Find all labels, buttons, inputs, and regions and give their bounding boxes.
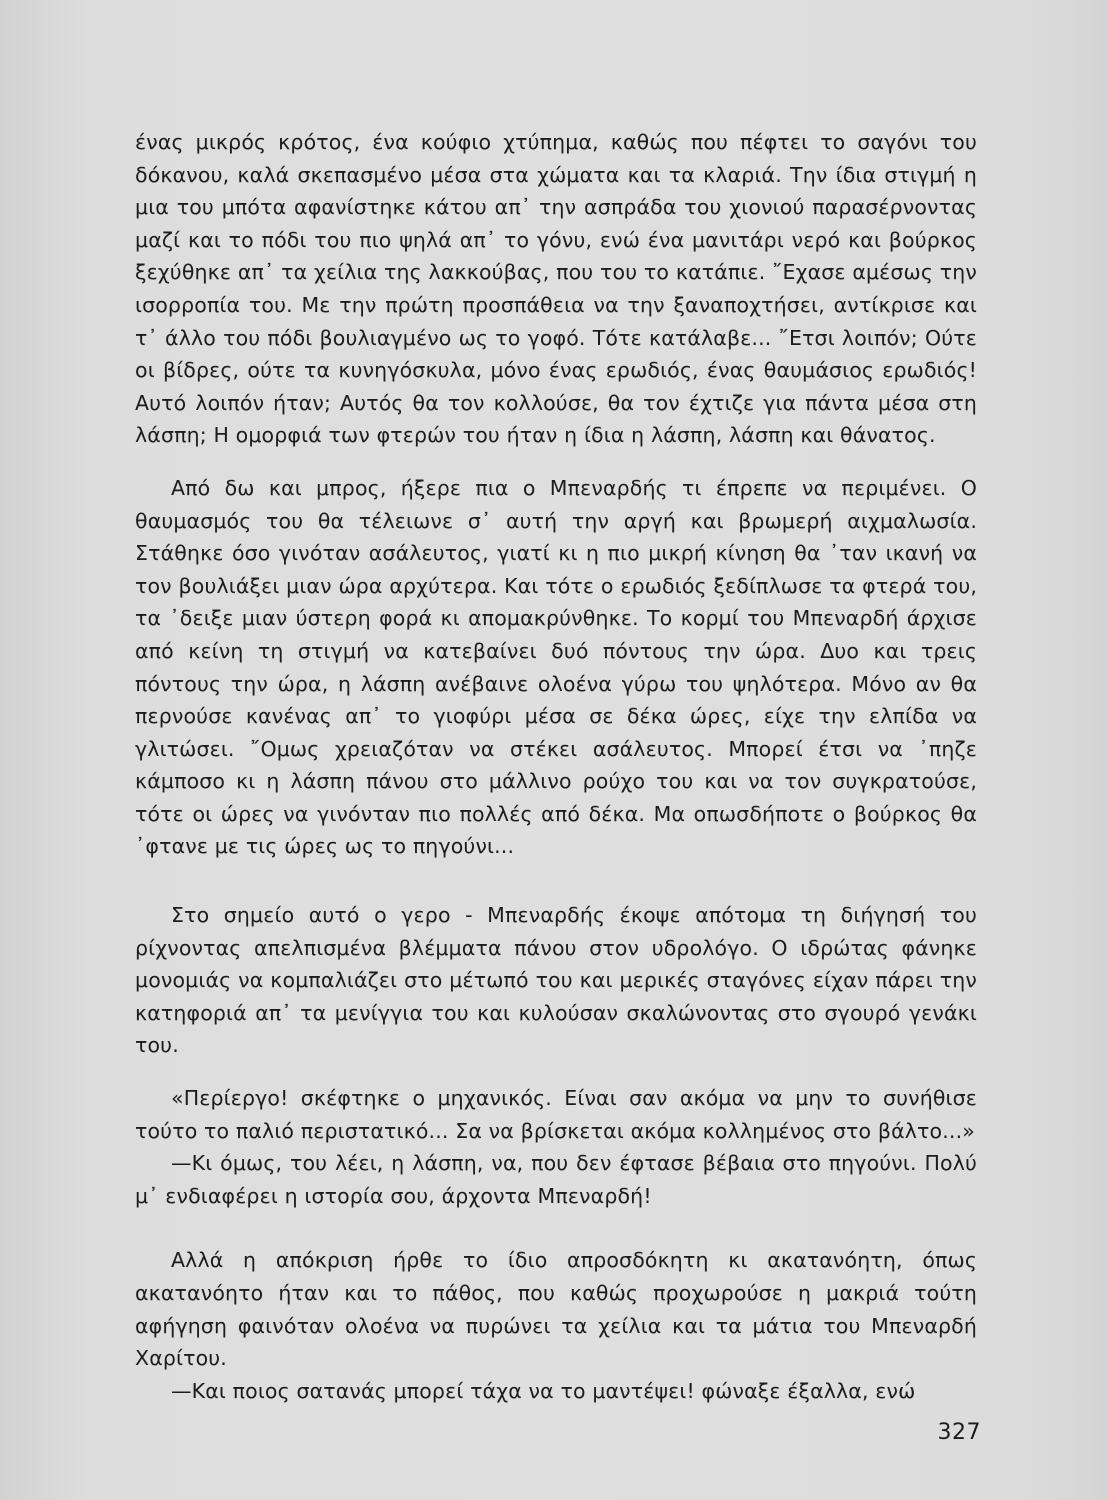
paragraph-7: —Και ποιος σατανάς μπορεί τάχα να το μαντέψει! φώναξε έξαλλα, ενώ (171, 1378, 916, 1403)
paragraph-6: Αλλά η απόκριση ήρθε το ίδιο απροσδόκητη κι ακατανόητη, όπως ακατανόητο ήταν και το πάθος, που καθώς προχωρούσε η μακριά τούτη αφήγηση φαινόταν ολοένα να πυρώνει τα χείλια και τα μάτια του Μπεναρδή Χαρίτου. (135, 1248, 977, 1371)
body-text (135, 126, 977, 1407)
paragraph-1: ένας μικρός κρότος, ένα κούφιο χτύπημα, καθώς που πέφτει το σαγόνι του δόκανου, καλά σκεπασμένο μέσα στα χώματα και τα κλαριά. Την ίδια στιγμή η μια του μπότα αφανίστηκε κάτου απ᾽ την ασπράδα του χιονιού παρασέρνοντας μαζί και το πόδι του πιο ψηλά απ᾽ το γόνυ, ενώ ένα μανιτάρι νερό και βούρκος ξεχύθηκε απ᾽ τα χείλια της λακκούβας, που του το κατάπιε. ῎Εχασε αμέσως την ισορροπία του. Με την πρώτη προσπάθεια να την ξαναποχτήσει, αντίκρισε και τ᾽ άλλο του πόδι βουλιαγμένο ως το γοφό. Τότε κατάλαβε... ῎Ετσι λοιπόν; Ούτε οι βίδρες, ούτε τα κυνηγόσκυλα, μόνο ένας ερωδιός, ένας θαυμάσιος ερωδιός! Αυτό λοιπόν ήταν; Αυτός θα τον κολλούσε, θα τον έχτιζε για πάντα μέσα στη λάσπη; Η ομορφιά των φτερών του ήταν η ίδια η λάσπη, λάσπη και θάνατος. (135, 130, 977, 448)
paragraph-4: «Περίεργο! σκέφτηκε ο μηχανικός. Είναι σαν ακόμα να μην το συνήθισε τούτο το παλιό περιστατικό... Σα να βρίσκεται ακόμα κολλημένος στο βάλτο...» (135, 1086, 977, 1143)
page-number: 327 (937, 1420, 981, 1445)
paragraph-3: Στο σημείο αυτό ο γερο - Μπεναρδής έκοψε απότομα τη διήγησή του ρίχνοντας απελπισμένα βλέμματα πάνου στον υδρολόγο. Ο ιδρώτας φάνηκε μονομιάς να κομπαλιάζει στο μέτωπό του και μερικές σταγόνες είχαν πάρει την κατηφοριά απ᾽ τα μενίγγια του και κυλούσαν σκαλώνοντας στο σγουρό γενάκι του. (135, 903, 977, 1058)
paragraph-5: —Κι όμως, του λέει, η λάσπη, να, που δεν έφτασε βέβαια στο πηγούνι. Πολύ μ᾽ ενδιαφέρει η ιστορία σου, άρχοντα Μπεναρδή! (135, 1151, 977, 1208)
paragraph-2: Από δω και μπρος, ήξερε πια ο Μπεναρδής τι έπρεπε να περιμένει. Ο θαυμασμός του θα τέλειωνε σ᾽ αυτή την αργή και βρωμερή αιχμαλωσία. Στάθηκε όσο γινόταν ασάλευτος, γιατί κι η πιο μικρή κίνηση θα ᾽ταν ικανή να τον βουλιάξει μιαν ώρα αρχύτερα. Και τότε ο ερωδιός ξεδίπλωσε τα φτερά του, τα ᾽δειξε μιαν ύστερη φορά κι απομακρύνθηκε. Το κορμί του Μπεναρδή άρχισε από κείνη τη στιγμή να κατεβαίνει δυό πόντους την ώρα. Δυο και τρεις πόντους την ώρα, η λάσπη ανέβαινε ολοένα γύρω του ψηλότερα. Μόνο αν θα περνούσε κανένας απ᾽ το γιοφύρι μέσα σε δέκα ώρες, είχε την ελπίδα να γλιτώσει. ῎Ομως χρειαζόταν να στέκει ασάλευτος. Μπορεί έτσι να ᾽πηζε κάμποσο κι η λάσπη πάνου στο μάλλινο ρούχο του και να τον συγκρατούσε, τότε οι ώρες να γινόνταν πιο πολλές από δέκα. Μα οπωσδήποτε ο βούρκος θα ᾽φτανε με τις ώρες ως το πηγούνι... (135, 475, 977, 859)
